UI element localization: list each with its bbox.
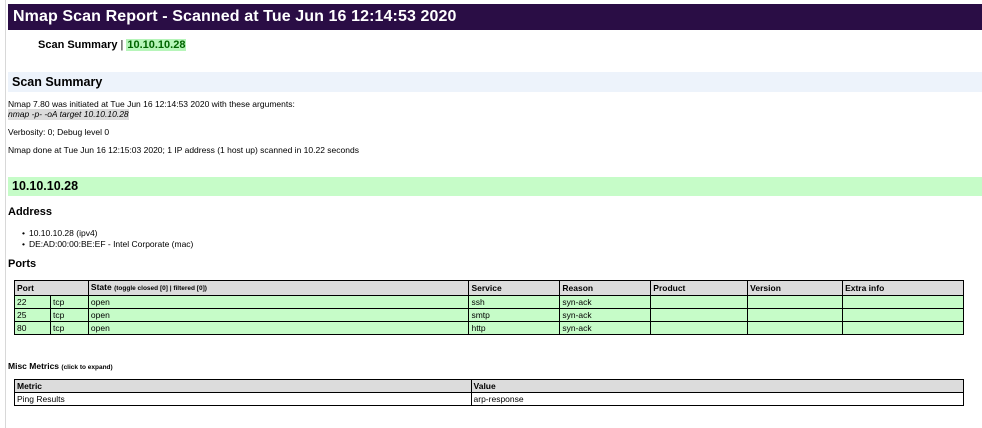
scan-arguments: nmap -p- -oA target 10.10.10.28: [8, 109, 129, 119]
product-cell: [651, 322, 748, 335]
metric-column-header: Metric: [15, 380, 472, 393]
service-column-header: Service: [469, 281, 560, 296]
extra-info-cell: [843, 296, 964, 309]
port-cell: 80: [15, 322, 51, 335]
table-row: [15, 296, 964, 309]
protocol-cell: tcp: [50, 322, 88, 335]
ports-table: [14, 280, 964, 335]
value-column-header: Value: [471, 380, 963, 393]
value-cell: arp-response: [471, 393, 963, 406]
table-row: [15, 309, 964, 322]
page-frame: [0, 0, 6, 428]
state-header-label: State: [90, 282, 112, 292]
version-column-header: Version: [748, 281, 843, 296]
scan-summary-heading: Scan Summary: [8, 72, 982, 92]
version-cell: [748, 309, 843, 322]
scan-done-text: Nmap done at Tue Jun 16 12:15:03 2020; 1 IP address (1 host up) scanned in 10.22 seconds: [8, 145, 359, 155]
table-row: [15, 393, 964, 406]
state-cell: open: [88, 322, 469, 335]
host-link[interactable]: 10.10.10.28: [127, 39, 186, 51]
state-cell: open: [88, 296, 469, 309]
metric-cell: Ping Results: [15, 393, 472, 406]
ports-header-row: [15, 281, 964, 296]
host-heading: 10.10.10.28: [8, 177, 982, 196]
address-heading: Address: [8, 206, 53, 218]
address-item: • 10.10.10.28 (ipv4): [22, 228, 193, 239]
misc-metrics-table: [14, 379, 964, 406]
protocol-cell: tcp: [50, 309, 88, 322]
scan-summary-link[interactable]: Scan Summary: [38, 39, 118, 51]
scan-initiated-text: Nmap 7.80 was initiated at Tue Jun 16 12:14:53 2020 with these arguments:: [8, 99, 295, 109]
misc-metrics-heading[interactable]: [8, 361, 113, 371]
reason-cell: syn-ack: [560, 296, 651, 309]
service-cell: ssh: [469, 296, 560, 309]
protocol-cell: tcp: [50, 296, 88, 309]
reason-cell: syn-ack: [560, 322, 651, 335]
state-cell: open: [88, 309, 469, 322]
service-cell: smtp: [469, 309, 560, 322]
report-title: Nmap Scan Report - Scanned at Tue Jun 16 12:14:53 2020: [8, 4, 982, 30]
product-cell: [651, 296, 748, 309]
reason-column-header: Reason: [560, 281, 651, 296]
misc-metrics-expand-note: (click to expand): [61, 364, 113, 371]
version-cell: [748, 296, 843, 309]
port-cell: 25: [15, 309, 51, 322]
top-navigation: [38, 38, 186, 52]
extra-info-cell: [843, 309, 964, 322]
extra-info-cell: [843, 322, 964, 335]
address-list: [22, 228, 193, 249]
reason-cell: syn-ack: [560, 309, 651, 322]
address-item: • DE:AD:00:00:BE:EF - Intel Corporate (mac): [22, 239, 193, 250]
product-column-header: Product: [651, 281, 748, 296]
metrics-header-row: [15, 380, 964, 393]
verbosity-text: Verbosity: 0; Debug level 0: [8, 127, 110, 137]
misc-metrics-title: Misc Metrics: [8, 361, 60, 371]
table-row: [15, 322, 964, 335]
ports-heading: Ports: [8, 258, 37, 270]
port-column-header: Port: [15, 281, 89, 296]
version-cell: [748, 322, 843, 335]
state-column-header: [88, 281, 469, 296]
extra-info-column-header: Extra info: [843, 281, 964, 296]
state-toggle-link[interactable]: (toggle closed [0] | filtered [0]): [114, 285, 207, 292]
nav-separator: |: [120, 39, 124, 51]
port-cell: 22: [15, 296, 51, 309]
service-cell: http: [469, 322, 560, 335]
product-cell: [651, 309, 748, 322]
